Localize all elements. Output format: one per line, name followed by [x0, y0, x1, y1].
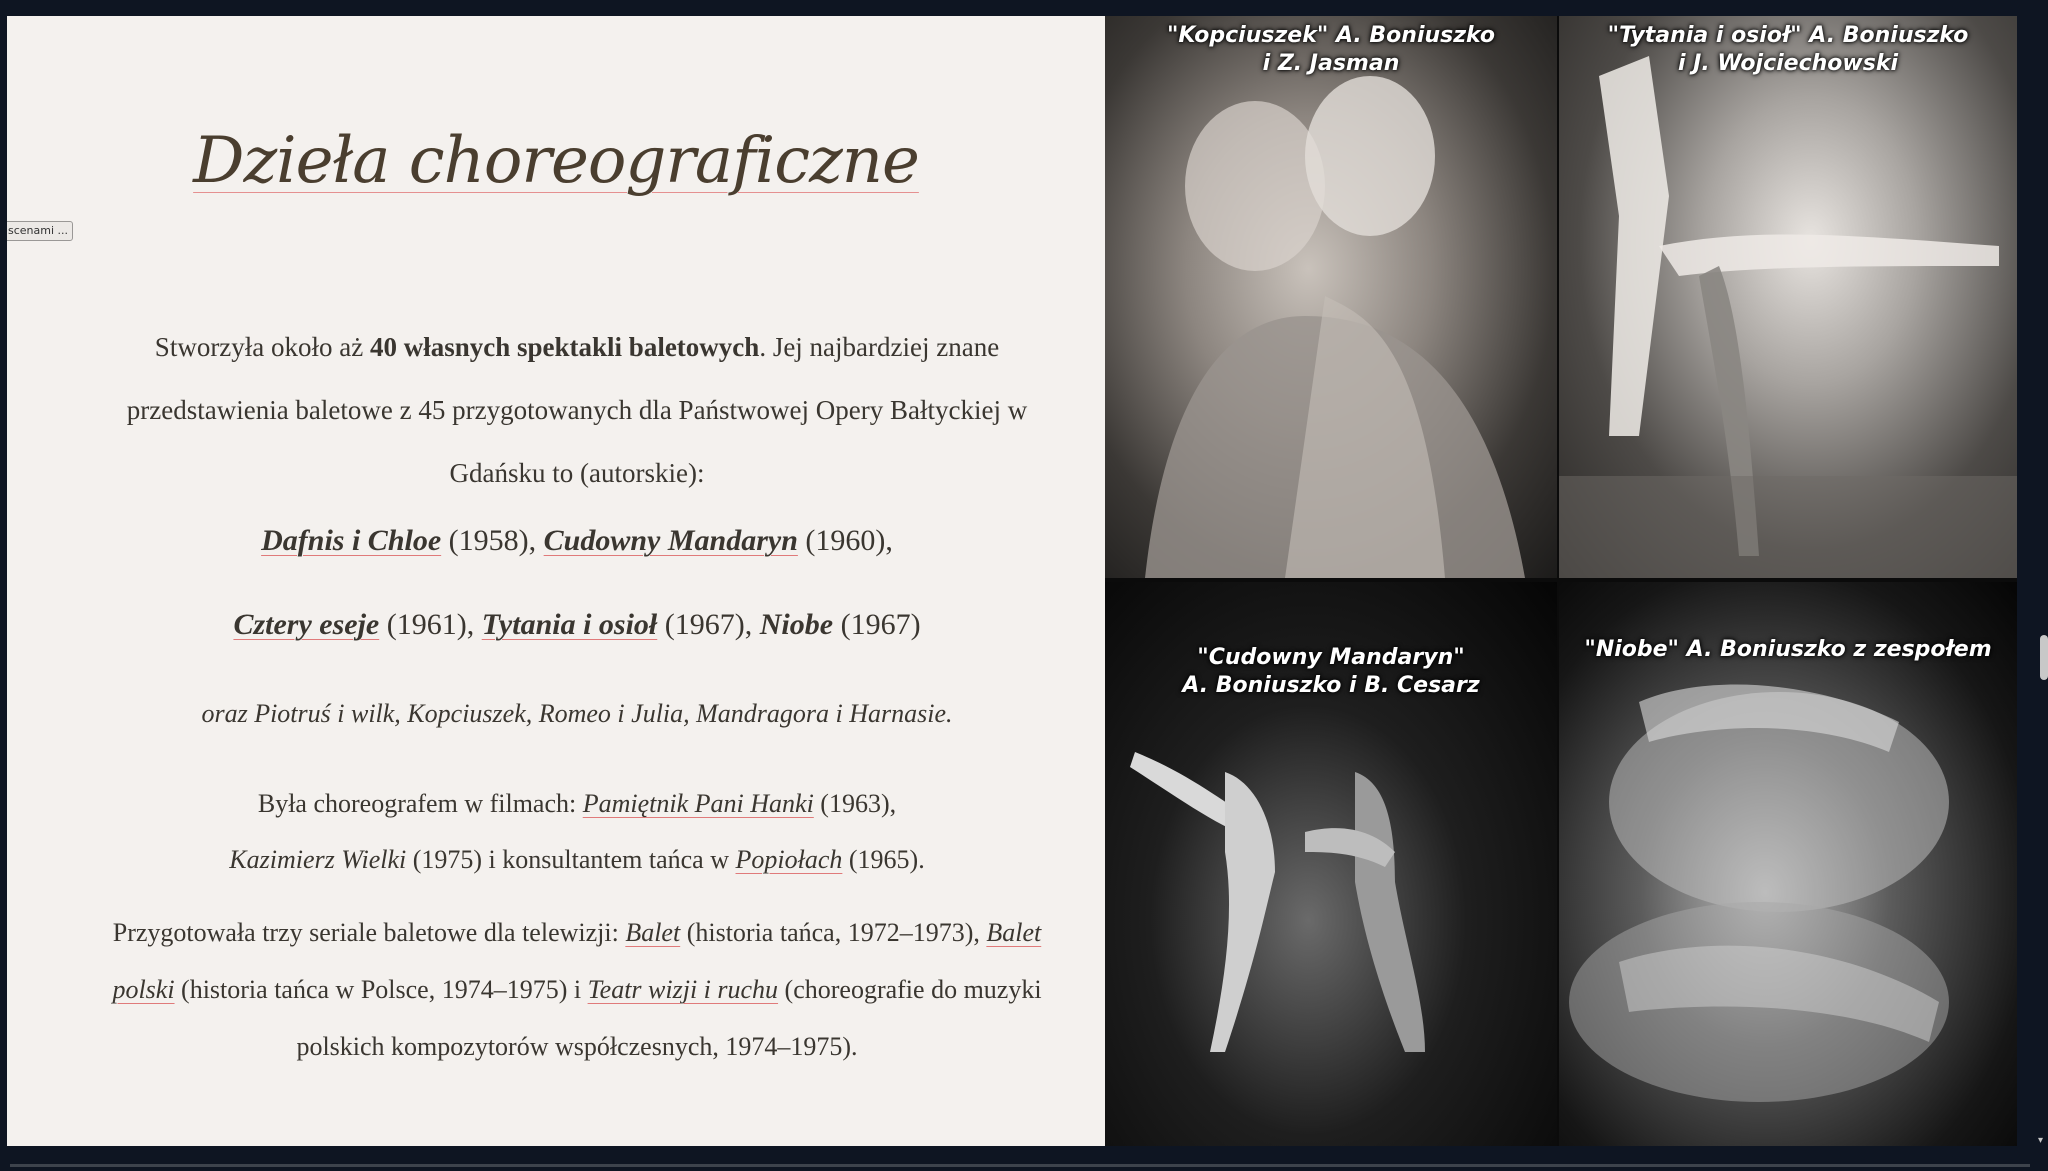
film-title: Popiołach — [735, 845, 843, 874]
photo-caption — [1105, 644, 1557, 700]
tv-text: (choreografie do muzyki polskich kompozytorów współczesnych, 1974–1975). — [296, 975, 1042, 1061]
caption-line: "Cudowny Mandaryn" — [1197, 645, 1465, 670]
scrollbar-thumb[interactable] — [2040, 635, 2048, 680]
photo-caption — [1105, 22, 1557, 78]
tv-text: (historia tańca, 1972–1973), — [680, 918, 987, 947]
caption-line: "Niobe" A. Boniuszko z zespołem — [1584, 637, 1992, 662]
photo-grid — [1105, 16, 2017, 1146]
work-title: Niobe — [759, 608, 834, 641]
work-year: (1958), — [441, 524, 544, 557]
intro-paragraph — [107, 316, 1047, 505]
tv-series-title: Teatr wizji i ruchu — [587, 975, 779, 1004]
work-title: Cudowny Mandaryn — [543, 524, 798, 557]
photo-tytania — [1559, 16, 2017, 578]
works-line-2 — [107, 608, 1047, 642]
works-line-1 — [107, 524, 1047, 558]
films-text: (1965). — [842, 845, 925, 874]
films-text: (1975) i konsultantem tańca w — [406, 845, 736, 874]
intro-bold-text: 40 własnych spektakli baletowych — [370, 332, 760, 362]
work-year: (1967), — [657, 608, 760, 641]
work-title: Cztery eseje — [233, 608, 380, 641]
tv-text: Przygotowała trzy seriale baletowe dla telewizji: — [112, 918, 626, 947]
caption-line: i Z. Jasman — [1262, 51, 1400, 76]
work-year: (1967) — [833, 608, 921, 641]
films-text: Była choreografem w filmach: — [257, 789, 583, 818]
horizontal-scrollbar[interactable] — [10, 1164, 2030, 1167]
slide-title: Dzieła choreograficzne — [193, 124, 919, 198]
work-year: (1960), — [797, 524, 893, 557]
tv-series-title: Balet polski — [112, 918, 1042, 1004]
bottom-bar — [0, 1148, 2048, 1171]
film-title: Pamiętnik Pani Hanki — [582, 789, 814, 818]
other-works-line: oraz Piotruś i wilk, Kopciuszek, Romeo i Julia, Mandragora i Harnasie. — [201, 699, 953, 728]
photo-niobe — [1559, 582, 2017, 1146]
photo-niobe-image — [1559, 582, 2017, 1146]
caption-line: "Kopciuszek" A. Boniuszko — [1166, 23, 1496, 48]
tv-series-title: Balet — [625, 918, 681, 947]
slide — [7, 16, 2017, 1146]
photo-caption — [1559, 22, 2017, 78]
photo-kopciuszek — [1105, 16, 1557, 578]
photo-tytania-image — [1559, 16, 2017, 578]
intro-text-end: . Jej najbardziej znane przedstawienia baletowe z 45 przygotowanych dla Państwowej Opery Bałtyckiej w Gdańsku to (autorskie): — [126, 332, 1028, 488]
work-year: (1961), — [379, 608, 482, 641]
tv-paragraph — [107, 904, 1047, 1075]
caption-line: "Tytania i osioł" A. Boniuszko — [1607, 23, 1969, 48]
caption-line: A. Boniuszko i B. Cesarz — [1182, 673, 1480, 698]
side-tooltip[interactable]: scenami ... — [7, 221, 73, 241]
photo-kopciuszek-image — [1105, 16, 1557, 578]
caption-line: i J. Wojciechowski — [1677, 51, 1899, 76]
text-panel — [7, 16, 1105, 1146]
intro-text-start: Stworzyła około aż — [154, 332, 370, 362]
work-title: Dafnis i Chloe — [261, 524, 442, 557]
films-paragraph — [107, 776, 1047, 888]
photo-cudowny-mandaryn — [1105, 582, 1557, 1146]
film-title: Kazimierz Wielki — [229, 845, 407, 874]
photo-caption — [1559, 636, 2017, 664]
tv-text: (historia tańca w Polsce, 1974–1975) i — [174, 975, 588, 1004]
scroll-down-arrow-icon[interactable]: ▾ — [2038, 1135, 2044, 1146]
films-text: (1963), — [813, 789, 897, 818]
work-title: Tytania i osioł — [481, 608, 658, 641]
